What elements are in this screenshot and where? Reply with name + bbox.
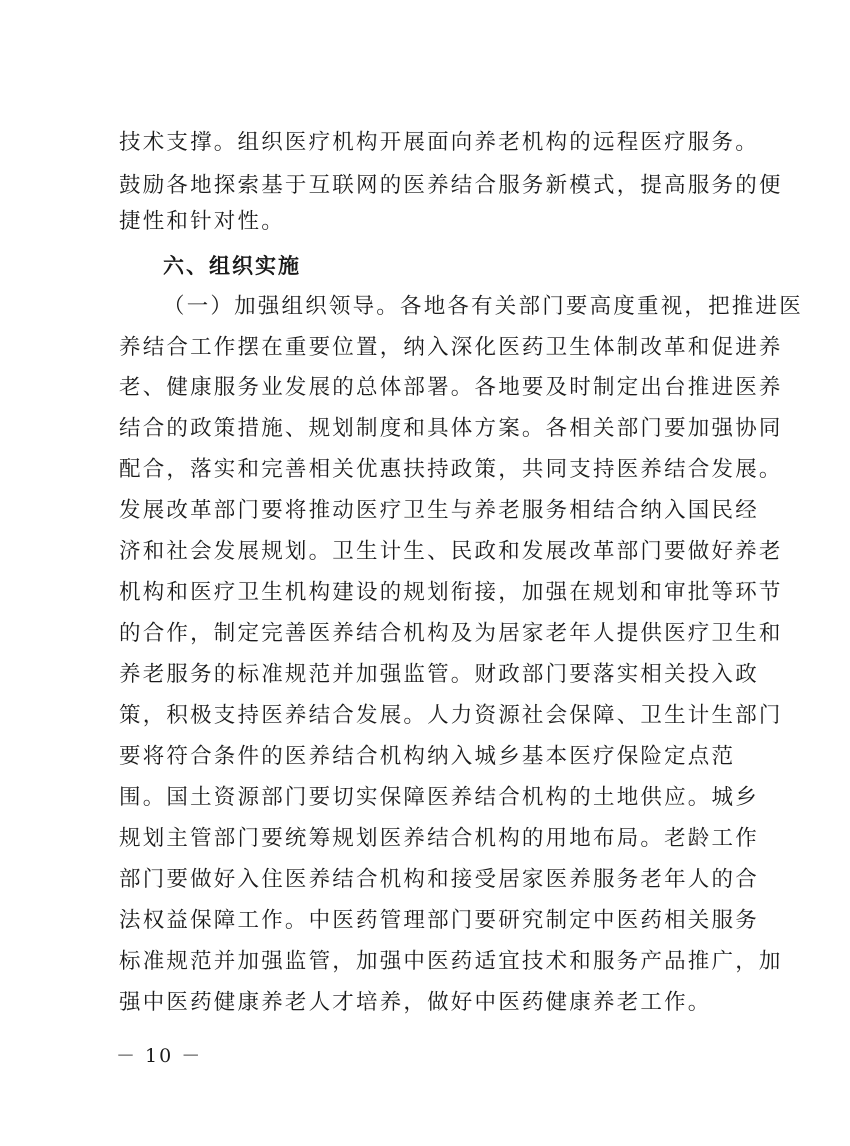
text-line: 法权益保障工作。中医药管理部门要研究制定中医药相关服务 [119, 908, 759, 933]
text-line: 标准规范并加强监管，加强中医药适宜技术和服务产品推广，加 [119, 949, 783, 974]
text-line: 捷性和针对性。 [119, 209, 285, 234]
text-line: 养老服务的标准规范并加强监管。财政部门要落实相关投入政 [119, 662, 759, 687]
text-line: 技术支撑。组织医疗机构开展面向养老机构的远程医疗服务。 [119, 130, 759, 155]
text-line: 发展改革部门要将推动医疗卫生与养老服务相结合纳入国民经 [119, 498, 759, 523]
text-line: 规划主管部门要统筹规划医养结合机构的用地布局。老龄工作 [119, 826, 759, 851]
text-line: 要将符合条件的医养结合机构纳入城乡基本医疗保险定点范 [119, 744, 736, 769]
text-line: 围。国土资源部门要切实保障医养结合机构的土地供应。城乡 [119, 785, 759, 810]
text-line: 强中医药健康养老人才培养，做好中医药健康养老工作。 [119, 990, 712, 1015]
text-line: 老、健康服务业发展的总体部署。各地要及时制定出台推进医养 [119, 375, 783, 400]
text-line: 养结合工作摆在重要位置，纳入深化医药卫生体制改革和促进养 [119, 335, 783, 360]
page-number: － 10 － [116, 1045, 203, 1067]
text-line: 配合，落实和完善相关优惠扶持政策，共同支持医养结合发展。 [119, 457, 783, 482]
text-line: 结合的政策措施、规划制度和具体方案。各相关部门要加强协同 [119, 416, 783, 441]
text-line: 鼓励各地探索基于互联网的医养结合服务新模式，提高服务的便 [119, 173, 783, 198]
text-line: 济和社会发展规划。卫生计生、民政和发展改革部门要做好养老 [119, 539, 783, 564]
text-line: 部门要做好入住医养结合机构和接受居家医养服务老年人的合 [119, 867, 759, 892]
section-heading: 六、组织实施 [163, 254, 301, 278]
text-line: 策，积极支持医养结合发展。人力资源社会保障、卫生计生部门 [119, 703, 783, 728]
text-line: 的合作，制定完善医养结合机构及为居家老年人提供医疗卫生和 [119, 621, 783, 646]
text-line: （一）加强组织领导。各地各有关部门要高度重视，把推进医 [163, 294, 803, 319]
text-line: 机构和医疗卫生机构建设的规划衔接，加强在规划和审批等环节 [119, 580, 783, 605]
